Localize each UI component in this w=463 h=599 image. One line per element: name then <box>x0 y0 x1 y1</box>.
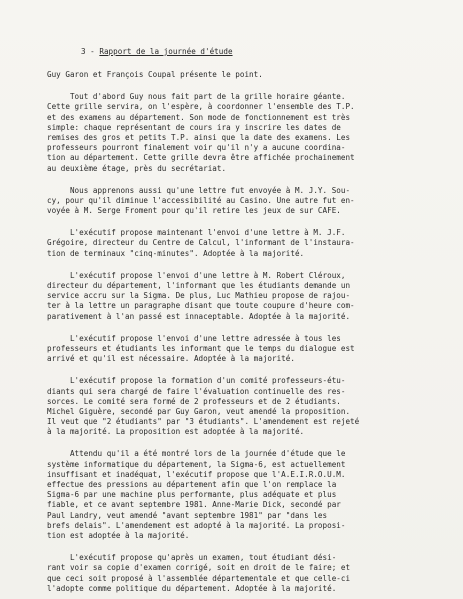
paragraph <box>47 449 440 541</box>
paragraph <box>47 376 440 437</box>
text-line: Paul Landry, veut amendé "avant septembre 1981" par "dans les <box>47 510 328 520</box>
text-line: diants qui sera chargé de faire l'évaluation continuelle des res- <box>47 386 346 396</box>
text-line: cy, pour qu'il diminue l'accessibilité au Casino. Une autre fut en- <box>47 195 355 205</box>
text-line: Nous apprenons aussi qu'une lettre fut envoyée à M. J.Y. Sou- <box>47 185 351 195</box>
text-line: simple: chaque représentant de cours ira y inscrire les dates de <box>47 122 341 132</box>
text-line: fiable, et ce avant septembre 1981. Anne-Marie Dick, secondé par <box>47 500 341 510</box>
text-line: professeurs pourront finalement voir qu'il n'y a aucune coordina- <box>47 143 346 153</box>
paragraph <box>47 92 440 174</box>
text-line: tion au département. Cette grille devra être affichée prochainement <box>47 153 355 163</box>
text-line: voyée à M. Serge Froment pour qu'il retire les jeux de sur CAFE. <box>47 206 341 216</box>
text-line: insuffisant et inadéquat, l'exécutif propose que l'A.E.I.R.O.U.M. <box>47 469 346 479</box>
text-line: ter à la lettre un paragraphe disant que toute coupure d'heure com- <box>47 301 355 311</box>
text-line: tion est adoptée à la majorité. <box>47 530 190 540</box>
text-line: Attendu qu'il a été montré lors de la journée d'étude que le <box>47 449 346 459</box>
paragraph-list <box>47 92 440 594</box>
paragraph <box>47 553 440 594</box>
text-line: remises des gros et petits T.P. ainsi que la date des examens. Les <box>47 132 351 142</box>
text-line: L'exécutif propose la formation d'un comité professeurs-étu- <box>47 376 346 386</box>
text-line: l'adopte comme politique du département. Adoptée à la majorité. <box>47 583 337 593</box>
text-line: Cette grille servira, on l'espère, à coordonner l'ensemble des T.P. <box>47 102 355 112</box>
text-line: L'exécutif propose l'envoi d'une lettre adressée à tous les <box>47 333 341 343</box>
text-line: tion de terminaux "cinq-minutes". Adoptée à la majorité. <box>47 248 305 258</box>
presenters-line: Guy Garon et François Coupal présente le point. <box>47 70 263 79</box>
text-line: L'exécutif propose qu'après un examen, tout étudiant dési- <box>47 553 337 563</box>
text-line: service accru sur la Sigma. De plus, Luc Mathieu propose de rajou- <box>47 291 351 301</box>
text-line: système informatique du département, la Sigma-6, est actuellement <box>47 459 346 469</box>
document-body <box>47 47 440 594</box>
section-number: 3 - <box>81 47 100 56</box>
text-line: Michel Giguère, secondé par Guy Garon, veut amendé la proposition. <box>47 406 351 416</box>
paragraph <box>47 186 440 217</box>
text-line: professeurs et étudiants les informant que le temps du dialogue est <box>47 343 355 353</box>
text-line: que ceci soit proposé à l'assemblée départementale et que celle-ci <box>47 573 351 583</box>
text-line: directeur du département, l'informant que les étudiants demande un <box>47 281 351 291</box>
text-line: au deuxième étage, près du secrétariat. <box>47 163 227 173</box>
text-line: L'exécutif propose l'envoi d'une lettre à M. Robert Cléroux, <box>47 270 346 280</box>
text-line: arrivé et qu'il est nécessaire. Adoptée à la majorité. <box>47 354 295 364</box>
paragraph <box>47 334 440 365</box>
text-line: rant voir sa copie d'examen corrigé, soit en droit de le faire; et <box>47 563 351 573</box>
text-line: Il veut que "2 étudiants" par "3 étudiants". L'amendement est rejeté <box>47 417 360 427</box>
text-line: parativement à l'an passé est innaceptable. Adoptée à la majorité. <box>47 311 351 321</box>
text-line: effectue des pressions au département afin que l'on remplace la <box>47 480 337 490</box>
text-line: Sigma-6 par une machine plus performante, plus adéquate et plus <box>47 490 337 500</box>
text-line: sorces. Le comité sera formé de 2 professeurs et de 2 étudiants. <box>47 396 341 406</box>
section-title: Rapport de la journée d'étude <box>99 47 233 56</box>
paragraph <box>47 271 440 322</box>
paragraph <box>47 228 440 259</box>
text-line: Tout d'abord Guy nous fait part de la grille horaire géante. <box>47 92 346 102</box>
text-line: à la majorité. La proposition est adoptée à la majorité. <box>47 427 305 437</box>
section-heading <box>81 47 440 57</box>
text-line: Grégoire, directeur du Centre de Calcul, l'informant de l'instaura- <box>47 238 355 248</box>
text-line: et des examens au département. Son mode de fonctionnement est très <box>47 112 351 122</box>
text-line: L'exécutif propose maintenant l'envoi d'une lettre à M. J.F. <box>47 228 346 238</box>
text-line: brefs delais". L'amendement est adopté à la majorité. La proposi- <box>47 520 346 530</box>
